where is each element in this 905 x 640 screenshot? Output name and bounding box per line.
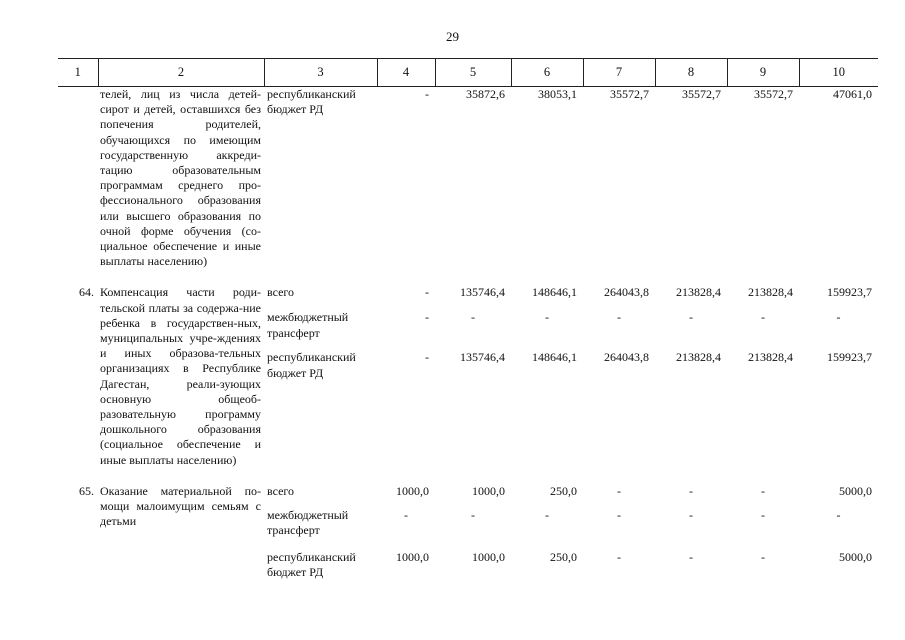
page-number: 29: [446, 29, 459, 44]
budget-table: [58, 58, 878, 580]
value-cell: 264043,8: [604, 350, 649, 365]
value-cell: -: [545, 507, 549, 522]
value-cell: 135746,4: [460, 350, 505, 365]
value-cell: -: [404, 507, 408, 522]
value-cell: 213828,4: [748, 350, 793, 365]
value-cell: -: [689, 310, 693, 325]
item-number: 65.: [79, 483, 94, 498]
value-cell: 213828,4: [676, 285, 721, 300]
col-header-2: 2: [98, 59, 264, 87]
value-cell: -: [425, 350, 429, 365]
table-row: [58, 484, 878, 508]
col-header-9: 9: [727, 59, 799, 87]
item-description: Оказание материальной по-мощи малоимущим семьям с детьми: [100, 483, 261, 529]
value-cell: 148646,1: [532, 285, 577, 300]
value-cell: 250,0: [550, 549, 577, 564]
value-cell: 5000,0: [839, 549, 872, 564]
value-cell: -: [425, 87, 429, 101]
table-row: [58, 87, 878, 270]
item-number: 64.: [79, 285, 94, 300]
value-cell: -: [761, 549, 765, 564]
value-cell: -: [836, 310, 841, 325]
funding-source: межбюджетный трансферт: [267, 310, 349, 340]
value-cell: 250,0: [550, 483, 577, 498]
value-cell: 148646,1: [532, 350, 577, 365]
item-description: Компенсация части роди-тельской платы за содержа-ние ребенка в государствен-ных, муниципальных учре-ждениях и иных образова-тельных организациях в Республике Дагестан, реали-зующих основную общеоб-разовательную программу дошкольного образования (социальное обеспечение и иные выплаты населению): [100, 285, 261, 467]
value-cell: -: [761, 483, 765, 498]
value-cell: 5000,0: [839, 483, 872, 498]
col-header-4: 4: [377, 59, 435, 87]
row-gap: [58, 468, 878, 484]
value-cell: 213828,4: [748, 285, 793, 300]
value-cell: 35872,6: [466, 87, 505, 101]
value-cell: 35572,7: [610, 87, 649, 101]
value-cell: -: [689, 483, 693, 498]
row-gap: [58, 269, 878, 285]
value-cell: 47061,0: [833, 87, 872, 101]
col-header-3: 3: [264, 59, 377, 87]
value-cell: -: [689, 507, 693, 522]
value-cell: -: [545, 310, 549, 325]
value-cell: 1000,0: [396, 549, 429, 564]
funding-source: всего: [267, 285, 295, 300]
value-cell: 1000,0: [396, 483, 429, 498]
table-row: [58, 285, 878, 310]
value-cell: 35572,7: [754, 87, 793, 101]
col-header-7: 7: [583, 59, 655, 87]
value-cell: 159923,7: [827, 350, 872, 365]
header-row: [58, 59, 878, 87]
value-cell: -: [617, 483, 621, 498]
value-cell: -: [689, 549, 693, 564]
value-cell: -: [425, 310, 429, 325]
value-cell: -: [836, 507, 841, 522]
value-cell: -: [617, 310, 621, 325]
value-cell: -: [761, 507, 765, 522]
value-cell: -: [761, 310, 765, 325]
item-description: телей, лиц из числа детей-сирот и детей, оставшихся без попечения родителей, обучающихся по имеющим государственную аккреди-тацию образовательным программам среднего про-фессионального образования или высшего образования по очной форме обучения (со-циальное обеспечение и иные выплаты населению): [100, 87, 261, 269]
col-header-1: 1: [58, 59, 98, 87]
value-cell: 1000,0: [472, 483, 505, 498]
value-cell: -: [617, 549, 621, 564]
value-cell: -: [471, 507, 475, 522]
value-cell: -: [471, 310, 475, 325]
funding-source: межбюджетный трансферт: [267, 507, 349, 538]
value-cell: -: [617, 507, 621, 522]
funding-source: республиканский бюджет РД: [267, 350, 356, 380]
col-header-5: 5: [435, 59, 511, 87]
funding-source: всего: [267, 483, 295, 498]
funding-source: республиканский бюджет РД: [267, 549, 356, 580]
funding-source: республиканский бюджет РД: [267, 87, 356, 117]
col-header-6: 6: [511, 59, 583, 87]
value-cell: 135746,4: [460, 285, 505, 300]
col-header-10: 10: [799, 59, 878, 87]
value-cell: 213828,4: [676, 350, 721, 365]
value-cell: 38053,1: [538, 87, 577, 101]
value-cell: 159923,7: [827, 285, 872, 300]
value-cell: 1000,0: [472, 549, 505, 564]
col-header-8: 8: [655, 59, 727, 87]
item-number: [58, 87, 98, 270]
value-cell: 264043,8: [604, 285, 649, 300]
value-cell: -: [425, 285, 429, 300]
value-cell: 35572,7: [682, 87, 721, 101]
